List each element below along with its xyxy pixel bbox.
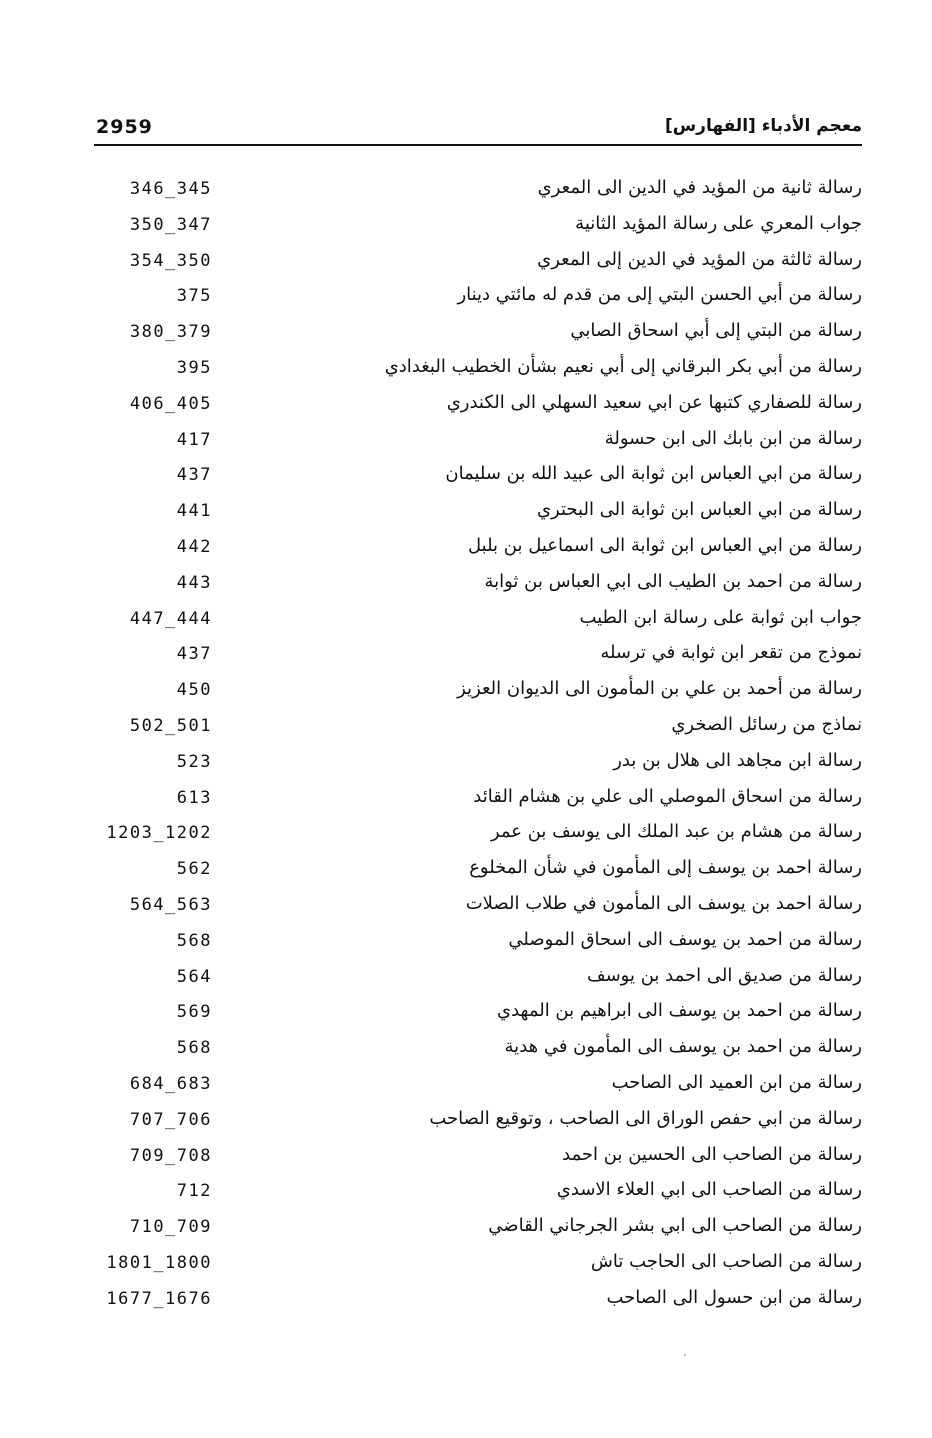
entry-page-range: 417 bbox=[176, 429, 212, 450]
index-entry bbox=[0, 1281, 932, 1317]
entry-page-range: 568 bbox=[176, 930, 212, 951]
entry-title: رسالة من احمد بن يوسف الى اسحاق الموصلي bbox=[508, 928, 862, 950]
entry-title: رسالة من الصاحب الى ابي العلاء الاسدي bbox=[556, 1179, 862, 1201]
entry-page-range: 350_347 bbox=[129, 214, 212, 235]
entry-page-range: 443 bbox=[176, 572, 212, 593]
entry-title: جواب ابن ثوابة على رسالة ابن الطيب bbox=[579, 606, 862, 628]
entry-page-range: 564 bbox=[176, 966, 212, 987]
index-entry bbox=[0, 529, 932, 565]
entry-title: رسالة من احمد بن يوسف الى ابراهيم بن المهدي bbox=[496, 1000, 862, 1022]
index-entry bbox=[0, 744, 932, 780]
entry-page-range: 502_501 bbox=[129, 715, 212, 736]
entry-page-range: 707_706 bbox=[129, 1109, 212, 1130]
entry-page-range: 684_683 bbox=[129, 1073, 212, 1094]
entry-title: رسالة من الصاحب الى الحاجب تاش bbox=[590, 1250, 862, 1272]
entry-page-range: 395 bbox=[176, 357, 212, 378]
index-entry bbox=[0, 851, 932, 887]
index-entry bbox=[0, 672, 932, 708]
entry-page-range: 1801_1800 bbox=[106, 1252, 212, 1273]
entry-page-range: 1677_1676 bbox=[106, 1288, 212, 1309]
entry-title: رسالة من ابن حسول الى الصاحب bbox=[606, 1286, 862, 1308]
entry-title: رسالة من أبي بكر البرقاني إلى أبي نعيم بشأن الخطيب البغدادي bbox=[384, 355, 862, 377]
index-entry bbox=[0, 493, 932, 529]
index-entry bbox=[0, 887, 932, 923]
entry-page-range: 437 bbox=[176, 465, 212, 486]
entry-page-range: 441 bbox=[176, 501, 212, 522]
index-entry bbox=[0, 780, 932, 816]
index-entry bbox=[0, 565, 932, 601]
index-entry bbox=[0, 207, 932, 243]
entry-page-range: 442 bbox=[176, 536, 212, 557]
index-entry bbox=[0, 386, 932, 422]
index-entry bbox=[0, 1209, 932, 1245]
index-entry bbox=[0, 1030, 932, 1066]
entry-title: نموذج من تقعر ابن ثوابة في ترسله bbox=[600, 642, 862, 664]
entry-page-range: 564_563 bbox=[129, 894, 212, 915]
entry-title: رسالة احمد بن يوسف إلى المأمون في شأن المخلوع bbox=[469, 857, 862, 879]
entry-title: رسالة ثانية من المؤيد في الدين الى المعري bbox=[537, 177, 862, 198]
entry-title: رسالة ثالثة من المؤيد في الدين إلى المعري bbox=[537, 248, 862, 270]
entry-title: رسالة للصفاري كتبها عن ابي سعيد السهلي الى الكندري bbox=[446, 391, 862, 413]
index-entry bbox=[0, 457, 932, 493]
entry-page-range: 447_444 bbox=[129, 608, 212, 629]
entry-page-range: 450 bbox=[176, 680, 212, 701]
index-entry bbox=[0, 601, 932, 637]
index-entry bbox=[0, 923, 932, 959]
entry-title: رسالة من أحمد بن علي بن المأمون الى الديوان العزيز bbox=[457, 678, 862, 700]
header-rule bbox=[94, 144, 862, 146]
index-entry bbox=[0, 350, 932, 386]
entry-title: رسالة من الصاحب الى الحسين بن احمد bbox=[562, 1143, 862, 1165]
entry-title: رسالة من البتي إلى أبي اسحاق الصابي bbox=[570, 320, 862, 342]
index-entry bbox=[0, 422, 932, 458]
index-entry bbox=[0, 1138, 932, 1174]
entry-page-range: 568 bbox=[176, 1038, 212, 1059]
entry-page-range: 710_709 bbox=[129, 1217, 212, 1238]
page-number: 2959 bbox=[96, 116, 153, 138]
entry-title: رسالة من ابي العباس ابن ثوابة الى عبيد الله بن سليمان bbox=[445, 463, 862, 485]
entry-title: رسالة احمد بن يوسف الى المأمون في طلاب الصلات bbox=[465, 892, 862, 914]
entry-title: رسالة من ابن بابك الى ابن حسولة bbox=[604, 427, 862, 449]
entry-page-range: 375 bbox=[176, 286, 212, 307]
entry-page-range: 354_350 bbox=[129, 250, 212, 271]
entry-title: رسالة من ابي العباس ابن ثوابة الى البحتري bbox=[536, 499, 862, 521]
entry-title: رسالة من هشام بن عبد الملك الى يوسف بن عمر bbox=[490, 821, 862, 843]
index-entry bbox=[0, 243, 932, 279]
entry-page-range: 380_379 bbox=[129, 322, 212, 343]
entry-page-range: 709_708 bbox=[129, 1145, 212, 1166]
entry-title: رسالة من أبي الحسن البتي إلى من قدم له مائتي دينار bbox=[457, 284, 862, 306]
entry-title: رسالة من صديق الى احمد بن يوسف bbox=[586, 964, 862, 986]
index-entry bbox=[0, 636, 932, 672]
index-list bbox=[0, 171, 932, 1317]
index-entry bbox=[0, 1245, 932, 1281]
index-entry bbox=[0, 314, 932, 350]
entry-page-range: 1203_1202 bbox=[106, 823, 212, 844]
entry-page-range: 346_345 bbox=[129, 179, 212, 199]
index-entry bbox=[0, 815, 932, 851]
entry-title: رسالة من الصاحب الى ابي بشر الجرجاني القاضي bbox=[488, 1215, 862, 1237]
entry-page-range: 523 bbox=[176, 751, 212, 772]
entry-title: نماذج من رسائل الصخري bbox=[671, 713, 862, 735]
entry-page-range: 562 bbox=[176, 859, 212, 880]
entry-title: رسالة من ابي العباس ابن ثوابة الى اسماعيل بن بلبل bbox=[468, 534, 862, 556]
entry-title: رسالة من اسحاق الموصلي الى علي بن هشام القائد bbox=[473, 785, 862, 807]
index-entry bbox=[0, 994, 932, 1030]
entry-title: رسالة من ابن العميد الى الصاحب bbox=[611, 1071, 862, 1093]
entry-page-range: 406_405 bbox=[129, 393, 212, 414]
entry-title: رسالة من احمد بن يوسف الى المأمون في هدية bbox=[504, 1036, 862, 1058]
index-entry bbox=[0, 278, 932, 314]
scan-speck bbox=[684, 1354, 686, 1356]
index-entry bbox=[0, 171, 932, 207]
entry-page-range: 712 bbox=[176, 1181, 212, 1202]
entry-title: رسالة ابن مجاهد الى هلال بن بدر bbox=[613, 749, 862, 771]
index-entry bbox=[0, 959, 932, 995]
index-entry bbox=[0, 1066, 932, 1102]
entry-page-range: 569 bbox=[176, 1002, 212, 1023]
index-entry bbox=[0, 708, 932, 744]
entry-title: رسالة من احمد بن الطيب الى ابي العباس بن ثوابة bbox=[484, 570, 862, 592]
entry-page-range: 437 bbox=[176, 644, 212, 665]
entry-page-range: 613 bbox=[176, 787, 212, 808]
entry-title: رسالة من ابي حفص الوراق الى الصاحب ، وتوقيع الصاحب bbox=[429, 1107, 862, 1129]
entry-title: جواب المعري على رسالة المؤيد الثانية bbox=[575, 212, 862, 234]
index-entry bbox=[0, 1173, 932, 1209]
running-header-title: معجم الأدباء [الفهارس] bbox=[664, 116, 862, 136]
index-entry bbox=[0, 1102, 932, 1138]
